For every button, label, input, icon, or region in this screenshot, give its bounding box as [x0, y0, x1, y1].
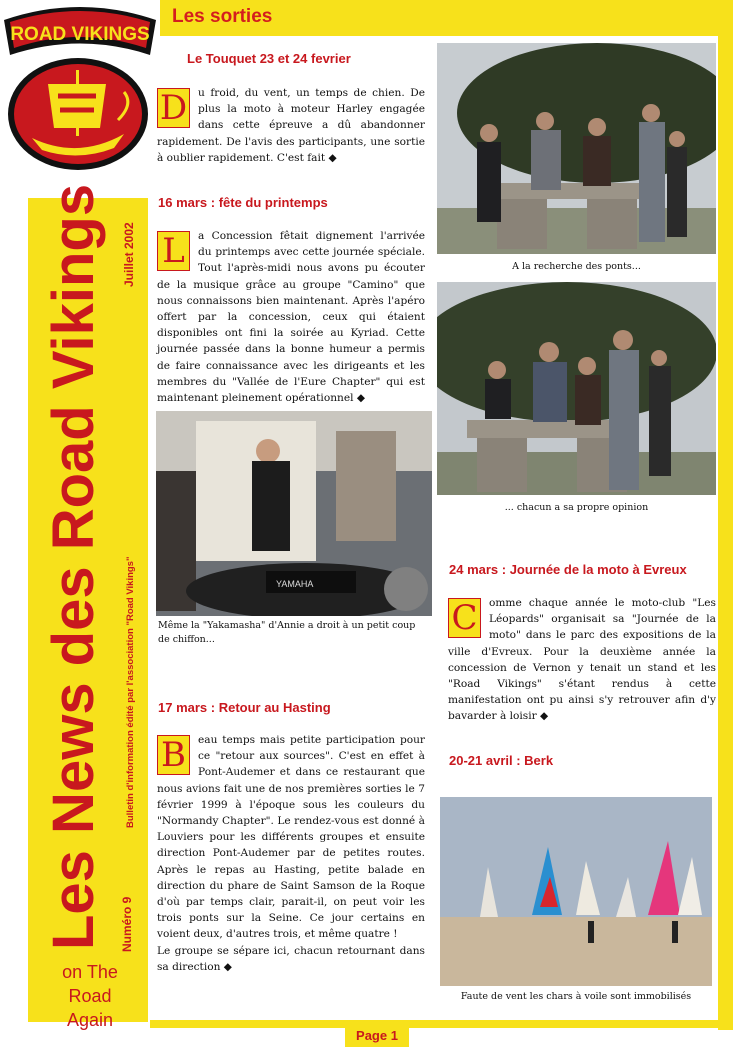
logo-text: ROAD VIKINGS [10, 24, 150, 45]
masthead-date: Juillet 2002 [122, 222, 136, 287]
yamaha-tank-text: YAMAHA [276, 579, 314, 589]
article-2-text: a Concession fêtait dignement l'arrivée du printemps avec cette journée spéciale. Tout l'après-midi nous avons pu écouter de la musique grâce au groupe "Camino" que nous connaissons bien maintenant. Après l'apéro offert par la concession, ceux qui étaient disponibles ont fini la soirée au Kyriad. Cette journée passée dans la bonne humeur a permis de faire connaissance avec les dirigeants et les membres du "Vallée de l'Eure Chapter" qui est maintenant pleinement opérationnel ◆ [157, 230, 425, 405]
section-title: Les sorties [172, 6, 273, 27]
article-5-heading: 20-21 avril : Berk [449, 753, 554, 768]
caption-photo-4: Faute de vent les chars à voile sont immobilisés [460, 991, 692, 1002]
photo-bikers-discussion [437, 282, 716, 495]
article-2-body [157, 228, 425, 406]
article-4-body [448, 595, 716, 725]
article-1-drop-cap: D [157, 88, 190, 128]
article-3-body [157, 732, 425, 975]
article-1-heading: Le Touquet 23 et 24 fevrier [187, 51, 351, 66]
article-3-heading: 17 mars : Retour au Hasting [158, 700, 331, 715]
page-number: Page 1 [345, 1025, 409, 1047]
tagline-line-2: Again [66, 1010, 114, 1030]
masthead-issue: Numéro 9 [120, 896, 134, 952]
photo-yamaha [156, 411, 432, 616]
caption-photo-1: A la recherche des ponts... [512, 261, 641, 272]
article-3-text: eau temps mais petite participation pour ce "retour aux sources". C'est en effet à Pont-Audemer et dans ce restaurant que nous avions fait une de nos premières sorties le 7 février 1999 à l'époque sous les couleurs du "Normandy Chapter". Le rendez-vous est donné à Louviers pour les différents groupes et ensuite direction Pont-Audemer par de petites routes. Après le repas au Hasting, petite balade en direction du phare de Saint Samson de la Roque d'où par temps clair, parait-il, on peut voir les trois ponts sur la Seine. Ce jour certains en voient deux, d'autres trois, et même quatre ! [157, 734, 425, 941]
article-4-text: omme chaque année le moto-club "Les Léopards" organisait sa "Journée de la moto" dans le parc des expositions de la ville d'Evreux. Pour la deuxième année la concession de Vernon y tenait un stand et les "Road Vikings" s'étant rendus à cette manifestation ont pu ainsi s'y retrouver afin d'y bavarder à loisir ◆ [448, 597, 716, 723]
article-3-text-2: Le groupe se sépare ici, chacun retournant dans sa direction ◆ [157, 944, 425, 973]
road-vikings-logo [0, 0, 160, 180]
caption-yamaha: Même la "Yakamasha" d'Annie a droit à un petit coup de chiffon... [158, 620, 416, 645]
article-2-drop-cap: L [157, 231, 190, 271]
tagline-line-1: on The Road [62, 962, 118, 1006]
article-1-text: u froid, du vent, un temps de chien. De plus la moto à moteur Harley engagée dans cette épreuve a dû abandonner rapidement. De l'avis des participants, une sortie à oublier rapidement. C'est fait ◆ [157, 87, 425, 164]
caption-photo-2: ... chacun a sa propre opinion [504, 502, 649, 513]
right-yellow-band [718, 0, 733, 1030]
article-4-heading: 24 mars : Journée de la moto à Evreux [449, 562, 687, 577]
article-1-body [157, 85, 425, 166]
tagline [40, 960, 140, 1032]
photo-bikers-bench [437, 43, 716, 254]
bottom-yellow-band [150, 1020, 733, 1028]
article-3-drop-cap: B [157, 735, 190, 775]
article-2-heading: 16 mars : fête du printemps [158, 195, 328, 210]
masthead-title: Les News des Road Vikings [41, 183, 106, 950]
masthead-subtitle: Bulletin d'information édité par l'association "Road Vikings" [125, 556, 136, 828]
article-4-drop-cap: C [448, 598, 481, 638]
photo-sand-yachts [440, 797, 712, 986]
